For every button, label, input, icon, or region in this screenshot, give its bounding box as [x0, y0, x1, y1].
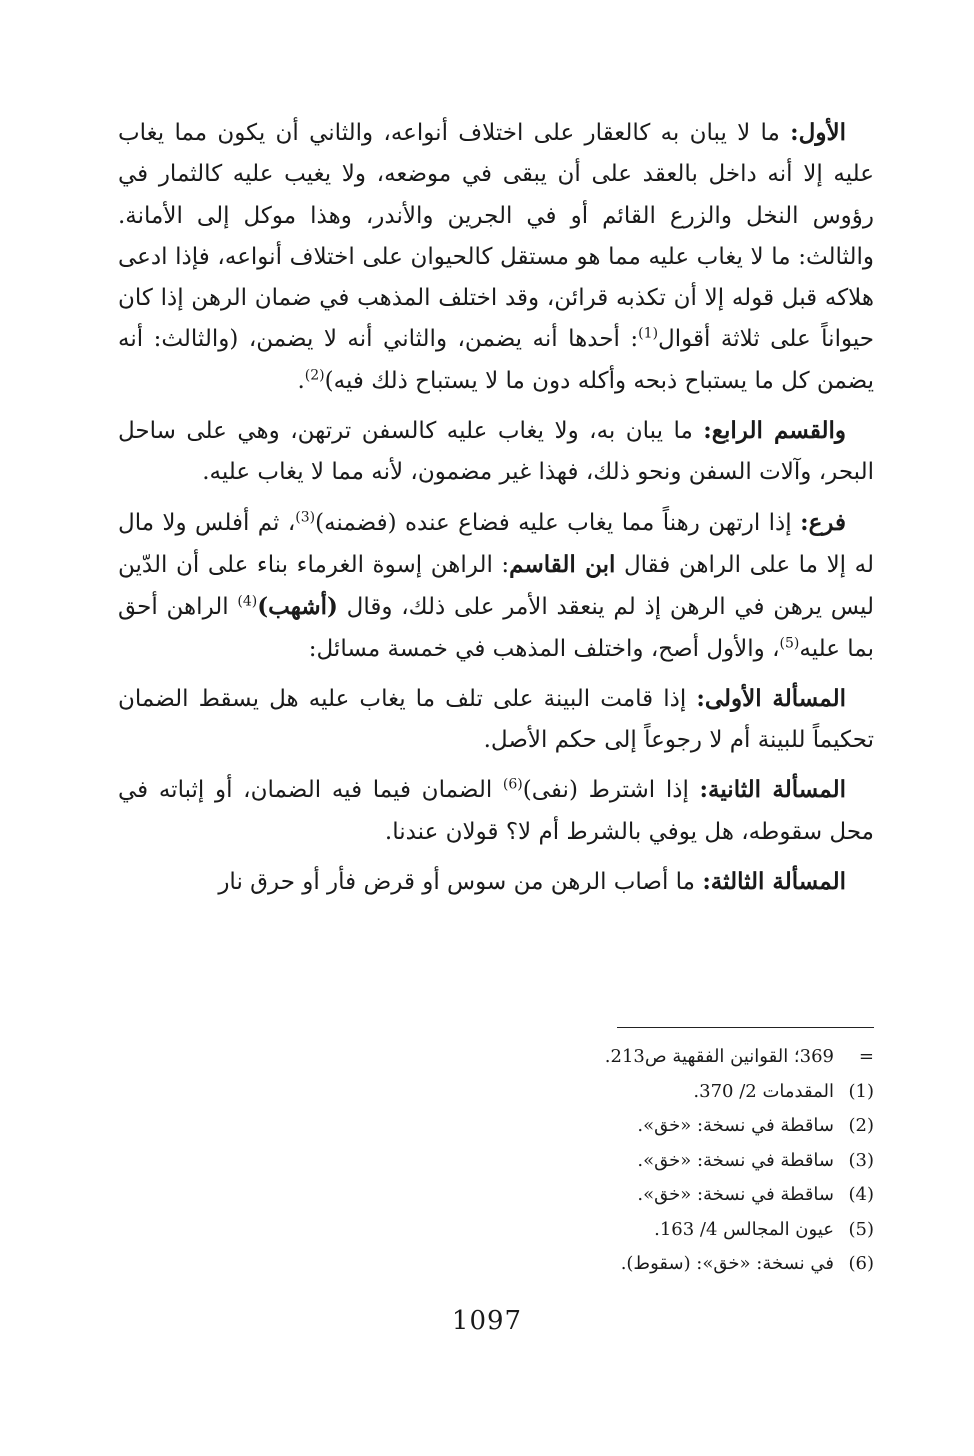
paragraph-text: إذا اشترط (نفى): [522, 777, 700, 804]
footnote-text: 369؛ القوانين الفقهية ص213.: [604, 1046, 834, 1067]
footnotes: [118, 1040, 874, 1282]
paragraph-text: ما لا يبان به كالعقار على اختلاف أنواعه، والثاني أن يكون مما يغاب عليه إلا أنه داخل بالعقد على أن يبقى في موضعه، ولا يغيب عليه كالثمار في رؤوس النخل والزرع القائم أو في الجرين والأندر، وهذا موكل إلى الأمانة. والثالث: ما لا يغاب عليه مما هو مستقل كالحيوان على اختلاف أنواعه، فإذا ادعى هلاكه قبل قوله إلا أن تكذبه قرائن، وقد اختلف المذهب في ضمان الرهن إذا كان حيواناً على ثلاثة أقوال: [118, 120, 874, 353]
footnote-ref: (3): [295, 509, 316, 526]
paragraph-text: ما أصاب الرهن من سوس أو قرض فأر أو حرق نار: [218, 869, 703, 896]
paragraph-heading: المسألة الأولى:: [696, 684, 846, 712]
paragraph-text: : أحدها أنه يضمن، والثاني أنه لا يضمن، (والثالث: أنه يضمن كل ما يستباح ذبحه وأكله دون ما لا يستباح ذلك فيه): [118, 326, 874, 394]
paragraph-text: إذا ارتهن رهناً مما يغاب عليه فضاع عنده (فضمنه): [315, 509, 801, 536]
paragraph-heading: فرع:: [800, 508, 846, 536]
paragraph-text: إذا قامت البينة على تلف ما يغاب عليه هل يسقط الضمان تحكيماً للبينة أم لا رجوعاً إلى حكم الأصل.: [118, 685, 874, 754]
paragraph-fourth-section: [118, 410, 874, 494]
footnote-ref: (2): [304, 367, 325, 384]
paragraph-branch: [118, 502, 874, 670]
paragraph-issue-two: [118, 769, 874, 853]
footnote-text: ساقطة في نسخة: «خق».: [637, 1149, 834, 1171]
paragraph-heading: والقسم الرابع:: [703, 417, 846, 445]
footnote-text: المقدمات 2/ 370.: [693, 1080, 834, 1102]
paragraph-text: ، والأول أصح، واختلف المذهب في خمسة مسائل:: [308, 635, 780, 662]
paragraph-heading: الأول:: [790, 119, 846, 146]
paragraph-text: ما يبان به، ولا يغاب عليه كالسفن ترتهن، وهي على ساحل البحر، وآلات السفن ونحو ذلك، فهذا غير مضمون، لأنه مما لا يغاب عليه.: [118, 418, 874, 486]
footnote-ref: (6): [502, 776, 523, 793]
footnote-item: [118, 1075, 874, 1110]
footnote-item: [118, 1178, 874, 1213]
page-number: 1097: [451, 1306, 523, 1336]
paragraph-issue-one: [118, 678, 874, 762]
footnote-ref: (1): [638, 325, 659, 342]
paragraph-first: [118, 112, 874, 402]
paragraph-text: الراهن أحق بما عليه: [118, 594, 874, 662]
footnote-item: [118, 1040, 874, 1075]
scholar-name: ابن القاسم: [509, 550, 616, 578]
footnote-text: ساقطة في نسخة: «خق».: [637, 1184, 834, 1205]
footnote-item: [118, 1144, 874, 1179]
paragraph-text: ، ثم أفلس ولا مال له إلا ما على الراهن فقال: [118, 509, 874, 578]
main-text: [118, 112, 874, 911]
footnote-item: [118, 1213, 874, 1248]
footnote-ref: (5): [779, 634, 800, 651]
footnote-number: (3): [848, 1149, 874, 1171]
paragraph-heading: المسألة الثالثة:: [702, 868, 846, 896]
footnote-number: (1): [848, 1080, 874, 1102]
footnote-item: [118, 1109, 874, 1144]
paragraph-text: : الراهن إسوة الغرماء بناء على أن الدّين ليس يرهن في الرهن إذ لم ينعقد الأمر على ذلك، وقال: [118, 551, 874, 621]
scholar-name: (أشهب): [257, 593, 338, 621]
paragraph-issue-three: [118, 861, 874, 903]
footnote-item: [118, 1247, 874, 1282]
paragraph-text: .: [297, 367, 305, 394]
footnote-text: عيون المجالس 4/ 163.: [654, 1218, 834, 1240]
footnote-number: (5): [848, 1218, 874, 1240]
footnote-text: ساقطة في نسخة: «خق».: [637, 1115, 834, 1136]
footnote-number: (2): [848, 1115, 874, 1136]
footnote-text: في نسخة: «خق»: (سقوط).: [620, 1253, 834, 1274]
footnote-number: (6): [848, 1253, 874, 1274]
footnote-number: =: [858, 1046, 874, 1067]
footnote-ref: (4): [237, 593, 258, 610]
paragraph-heading: المسألة الثانية:: [699, 776, 846, 804]
footnote-divider: [617, 1027, 874, 1028]
paragraph-text: الضمان فيما فيه الضمان، أو إثباته في محل سقوطه، هل يوفي بالشرط أم لا؟ قولان عندنا.: [118, 777, 874, 845]
footnote-number: (4): [848, 1184, 874, 1205]
